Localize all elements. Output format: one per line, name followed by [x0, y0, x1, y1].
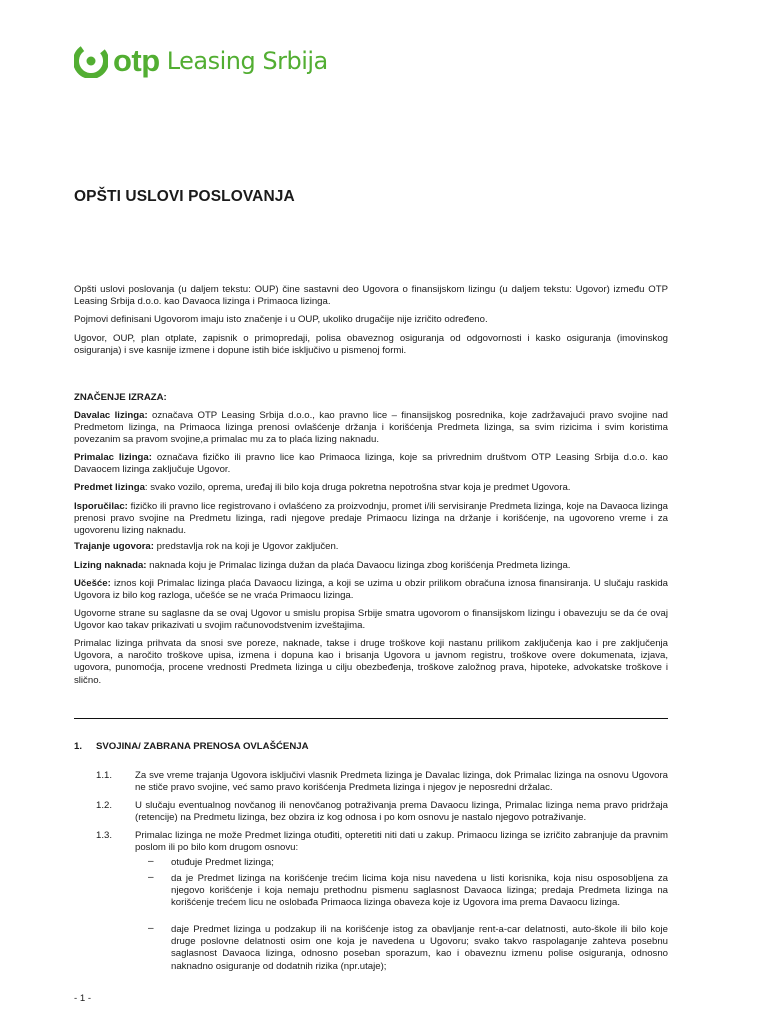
clause-number: 1.2. — [96, 800, 113, 811]
definition-item: Davalac lizinga: označava OTP Leasing Srbija d.o.o., kao pravno lice – finansijskog posrednika, koje zadržavajući pravo svojine nad Predmetom lizinga, na Primaoca lizinga prenosi ovlašćenje držanja i korišćenja Predmeta lizinga, sa svim rizicima i svim koristima povezanim sa pravom svojine,a primalac mu za to plaća lizing naknadu. — [74, 410, 668, 446]
clause-text: Primalac lizinga ne može Predmet lizinga otuđiti, opteretiti niti dati u zakup. Primaocu lizinga se izričito zabranjuje da pravnim poslom ili po bilo kom drugom osnovu: — [135, 830, 668, 854]
clause-text: Za sve vreme trajanja Ugovora isključivi vlasnik Predmeta lizinga je Davalac lizinga, dok Primalac lizinga na osnovu Ugovora ne stiče pravo svojine, već samo pravo korišćenja Predmeta lizinga i njegov je neposredni držalac. — [135, 770, 668, 794]
definition-item: Primalac lizinga: označava fizičko ili pravno lice kao Primaoca lizinga, koje sa privrednim društvom OTP Leasing Srbija d.o.o. kao Davaocem lizinga zaključuje Ugovor. — [74, 452, 668, 476]
section-number: 1. — [74, 741, 83, 752]
definition-item: Učešće: iznos koji Primalac lizinga plaća Davaocu lizinga, a koji se uzima u obzir prilikom obračuna iznosa finansiranja. U slučaju raskida Ugovora iz bilo kog razloga, učešće se ne vraća Primaocu lizinga. — [74, 578, 668, 602]
bullet-item: daje Predmet lizinga u podzakup ili na korišćenje istog za obavljanje rent-a-car delatnosti, auto-škole ili bilo koje druge poslovne delatnosti osim one koja je navedena u Ugovoru; svako takvo raspolaganje zahteva posebnu saglasnost Davaoca lizinga, odnosno poseban sporazum, kao i obaveznu izmenu polise osiguranja, odnosno naknadno osiguranje od dodatnih rizika (npr.utaje); — [171, 924, 668, 972]
document-title: OPŠTI USLOVI POSLOVANJA — [74, 188, 295, 205]
clause-number: 1.1. — [96, 770, 113, 781]
bullet-item: da je Predmet lizinga na korišćenje trećim licima koja nisu navedena u listi korisnika, koja nisu osposobljena za njegovo korišćenje i koja nemaju prethodnu pismenu saglasnost Davaoca lizinga; predaja Predmeta lizinga na korišćenje trećem licu ne oslobađa Primaoca lizinga obaveza koje iz Ugovora ima prema Davaocu lizinga. — [171, 873, 668, 909]
section-title: SVOJINA/ ZABRANA PRENOSA OVLAŠĆENJA — [96, 741, 309, 752]
closing-paragraph: Primalac lizinga prihvata da snosi sve poreze, naknade, takse i druge troškove koji nastanu prilikom zaključenja kao i pre zaključenja Ugovora, a naročito troškove upisa, izmena i dopuna kao i brisanja Ugovora u javnom registru, troškove overe dokumenata, izjava, ugovora, punomoćja, procene vrednosti Predmeta lizinga u cilju obezbeđenja, troškove založnog prava, hipoteke, advokatske troškove i slično. — [74, 638, 668, 686]
logo-leasing-text: Leasing Srbija — [166, 47, 328, 75]
clause-number: 1.3. — [96, 830, 113, 841]
logo-otp-text: otp — [113, 43, 160, 78]
clause-text: U slučaju eventualnog novčanog ili nenovčanog potraživanja prema Davaocu lizinga, Primalac lizinga nema pravo pridržaja (retencije) na Predmetu lizinga, bez obzira iz kog odnosa i po kom osnovu je nastalo njegovo potraživanje. — [135, 800, 668, 824]
company-logo — [74, 43, 328, 79]
intro-paragraph: Ugovor, OUP, plan otplate, zapisnik o primopredaji, polisa obaveznog osiguranja od odgovornosti i kasko osiguranja (imovinskog osiguranja) i sve kasnije izmene i dopune istih biće isključivo u pismenoj formi. — [74, 333, 668, 357]
definition-item: Predmet lizinga: svako vozilo, oprema, uređaj ili bilo koja druga pokretna nepotrošna stvar koja je predmet Ugovora. — [74, 482, 571, 493]
bullet-dash: – — [148, 856, 154, 867]
bullet-dash: – — [148, 872, 154, 883]
intro-paragraph: Pojmovi definisani Ugovorom imaju isto značenje i u OUP, ukoliko drugačije nije izričito određeno. — [74, 314, 488, 325]
definitions-heading: ZNAČENJE IZRAZA: — [74, 392, 167, 403]
bullet-item: otuđuje Predmet lizinga; — [171, 857, 274, 868]
intro-paragraph: Opšti uslovi poslovanja (u daljem tekstu: OUP) čine sastavni deo Ugovora o finansijskom lizingu (u daljem tekstu: Ugovor) između OTP Leasing Srbija d.o.o. kao Davaoca lizinga i Primaoca lizinga. — [74, 284, 668, 308]
page-number: - 1 - — [74, 993, 92, 1004]
otp-logo-icon — [74, 44, 108, 78]
bullet-dash: – — [148, 923, 154, 934]
closing-paragraph: Ugovorne strane su saglasne da se ovaj Ugovor u smislu propisa Srbije smatra ugovorom o finansijskom lizingu i obavezuju se da će ovaj Ugovor kao takav prikazivati u svojim računovodstvenim izveštajima. — [74, 608, 668, 632]
definition-item: Trajanje ugovora: predstavlja rok na koji je Ugovor zaključen. — [74, 541, 339, 552]
definition-item: Lizing naknada: naknada koju je Primalac lizinga dužan da plaća Davaocu lizinga zbog korišćenja Predmeta lizinga. — [74, 560, 571, 571]
section-divider — [74, 718, 668, 719]
definition-item: Isporučilac: fizičko ili pravno lice registrovano i ovlašćeno za proizvodnju, promet i/ili servisiranje Predmeta lizinga, koje na Davaoca lizinga prenosi pravo svojine na Predmetu lizinga, radi njegove predaje Primaocu lizinga na držanje i korišćenje, na ugovoreno vreme i za ugovorenu lizing naknadu. — [74, 501, 668, 537]
